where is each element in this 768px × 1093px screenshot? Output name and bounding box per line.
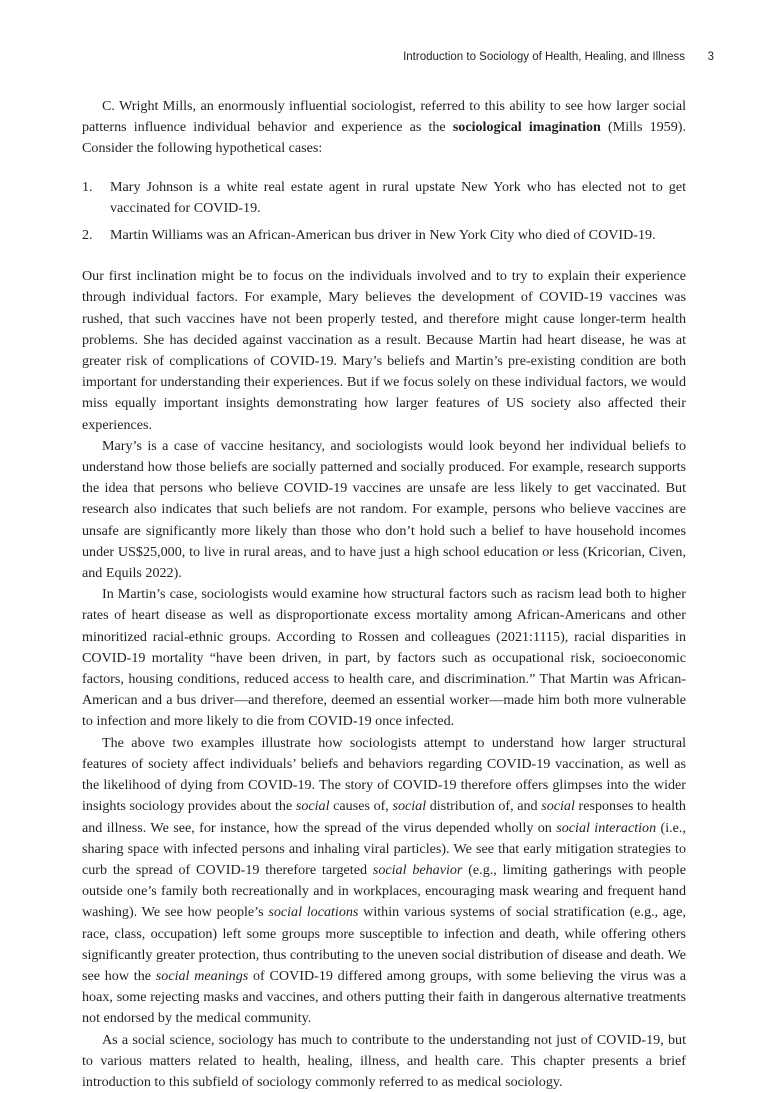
term-sociological-imagination: sociological imagination xyxy=(452,119,601,136)
p1-text-a: C. Wright Mills, an enormously influential sociologist, referred to this ability to see how larger social patterns influence individual behavior and experience as the xyxy=(82,98,686,136)
paragraph-social-insights xyxy=(82,733,686,1030)
list-item xyxy=(82,225,686,246)
page-header xyxy=(0,51,768,71)
paragraph-structural-factors: In Martin’s case, sociologists would examine how structural factors such as racism lead both to higher rates of heart disease as well as disproportionate excess mortality among African-Americans and other minoritized racial-ethnic groups. According to Rossen and colleagues (2021:1115), racial disparities in COVID-19 mortality “have been driven, in part, by factors such as occupational risk, socioeconomic factors, housing conditions, reduced access to health care, and discrimination.” That Martin was African-American and a bus driver—and therefore, deemed an essential worker—made him both more vulnerable to infection and more likely to die from COVID-19 once infected. xyxy=(82,586,686,730)
p5-text: (i.e., sharing space with infected persons and inhaling viral particles). We see that early mitigation strategies to curb the spread of COVID-19 therefore targeted xyxy=(82,819,686,878)
list-number: 2. xyxy=(82,227,93,244)
main-text xyxy=(82,96,686,1093)
list-text: Martin Williams was an African-American bus driver in New York City who died of COVID-19. xyxy=(110,227,656,244)
p5-text: within various systems of social stratification (e.g., age, race, class, occupation) left some groups more susceptible to infection and death, while offering others significantly greater protection, thus contributing to the uneven social distribution of disease and death. We see how the xyxy=(82,904,686,984)
p5-text: causes of, xyxy=(329,798,393,815)
p5-text: The above two examples illustrate how sociologists attempt to understand how larger structural features of society affect individuals’ beliefs and behaviors regarding COVID-19 vaccination, as well as the likelihood of dying from COVID-19. The story of COVID-19 therefore offers glimpses into the wider insights sociology provides about the xyxy=(82,734,686,815)
emphasis: social xyxy=(541,798,575,815)
emphasis: social xyxy=(295,798,330,815)
page-number: 3 xyxy=(707,51,714,63)
paragraph-sociological-imagination xyxy=(82,96,686,160)
p5-text: responses to health and illness. We see, for instance, how the spread of the virus depended wholly on xyxy=(82,798,686,836)
paragraph-medical-sociology: As a social science, sociology has much to contribute to the understanding not just of COVID-19, but to various matters related to health, healing, illness, and health care. This chapter presents a brief introduction to this subfield of sociology commonly referred to as medical sociology. xyxy=(82,1031,686,1090)
p5-text: (e.g., limiting gatherings with people outside one’s family both recreationally and in workplaces, encouraging mask wearing and frequent hand washing). We see how people’s xyxy=(82,861,686,921)
list-number: 1. xyxy=(82,178,93,195)
emphasis: social xyxy=(392,798,427,815)
emphasis: social locations xyxy=(268,904,359,921)
list-item xyxy=(82,177,686,219)
hypothetical-cases-list xyxy=(82,177,686,247)
paragraph-individual-factors: Our first inclination might be to focus on the individuals involved and to try to explain their experience through individual factors. For example, Mary believes the development of COVID-19 vaccines was rushed, that such vaccines have not been properly tested, and therefore might cause longer-term health problems. She has decided against vaccination as a result. Because Martin had heart disease, he was at greater risk of complications of COVID-19. Mary’s beliefs and Martin’s pre-existing condition are both important for understanding their experiences. But if we focus solely on these individual factors, we would miss equally important insights demonstrating how larger features of US society also affected their experiences. xyxy=(82,268,686,433)
paragraph-vaccine-hesitancy: Mary’s is a case of vaccine hesitancy, and sociologists would look beyond her individual beliefs to understand how those beliefs are socially patterned and socially produced. For example, research supports the idea that persons who believe COVID-19 vaccines are unsafe are less likely to get vaccinated. But research also indicates that such beliefs are not random. For example, persons who believe vaccines are unsafe are significantly more likely than those who don’t hold such a belief to have household incomes under US$25,000, to live in rural areas, and to have just a high school education or less (Kricorian, Civen, and Equils 2022). xyxy=(82,437,686,582)
emphasis: social interaction xyxy=(556,819,657,836)
p1-text-b: (Mills 1959). Consider the following hypothetical cases: xyxy=(82,119,686,157)
emphasis: social behavior xyxy=(372,861,463,878)
p5-text: distribution of, and xyxy=(426,798,542,815)
list-text: Mary Johnson is a white real estate agent in rural upstate New York who has elected not to get vaccinated for COVID-19. xyxy=(110,178,686,216)
p5-text: of COVID-19 differed among groups, with some believing the virus was a hoax, some rejecting masks and vaccines, and others putting their faith in dangerous alternative treatments not endorsed by the medical community. xyxy=(82,967,686,1027)
running-head: Introduction to Sociology of Health, Healing, and Illness xyxy=(403,51,685,63)
emphasis: social meanings xyxy=(155,967,249,984)
